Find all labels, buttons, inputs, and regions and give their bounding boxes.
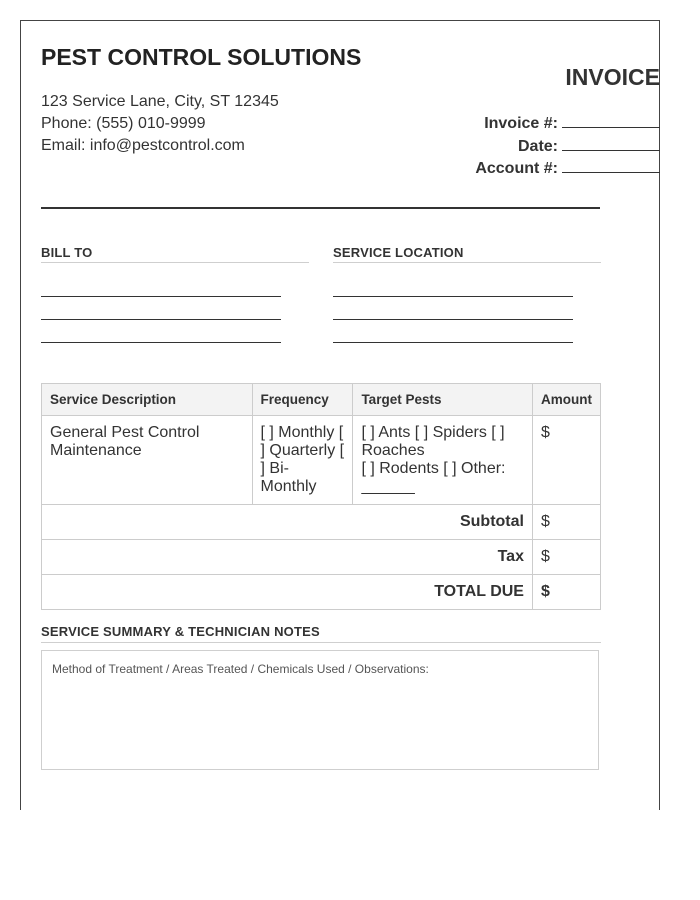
invoice-number-label: Invoice #: bbox=[484, 115, 558, 132]
target-pests-line-1: [ ] Ants [ ] Spiders [ ] Roaches bbox=[361, 424, 505, 459]
notes-heading: SERVICE SUMMARY & TECHNICIAN NOTES bbox=[41, 624, 601, 643]
bill-to-line-2[interactable] bbox=[41, 319, 281, 320]
subtotal-row bbox=[42, 505, 601, 540]
tax-value[interactable]: $ bbox=[532, 540, 600, 575]
invoice-number-field[interactable] bbox=[562, 113, 660, 128]
invoice-number-row bbox=[475, 113, 660, 136]
col-header-amount: Amount bbox=[532, 384, 600, 416]
table-header-row bbox=[42, 384, 601, 416]
bill-to-section bbox=[41, 245, 309, 343]
company-info bbox=[41, 91, 279, 157]
target-pests-line-2: [ ] Rodents [ ] Other: ______ bbox=[361, 460, 506, 495]
header-divider bbox=[41, 207, 600, 209]
account-number-row bbox=[475, 158, 660, 181]
total-due-row bbox=[42, 575, 601, 610]
bill-to-heading: BILL TO bbox=[41, 245, 309, 263]
col-header-service-description: Service Description bbox=[42, 384, 253, 416]
invoice-title: INVOICE bbox=[565, 64, 660, 90]
service-location-line-3[interactable] bbox=[333, 342, 573, 343]
service-location-heading: SERVICE LOCATION bbox=[333, 245, 601, 263]
technician-notes-box[interactable] bbox=[41, 650, 599, 770]
frequency-cell[interactable]: [ ] Monthly [ ] Quarterly [ ] Bi-Monthly bbox=[252, 416, 353, 505]
bill-to-line-3[interactable] bbox=[41, 342, 281, 343]
account-number-field[interactable] bbox=[562, 158, 660, 173]
subtotal-value[interactable]: $ bbox=[532, 505, 600, 540]
service-location-line-1[interactable] bbox=[333, 296, 573, 297]
invoice-fields bbox=[475, 113, 660, 181]
tax-row bbox=[42, 540, 601, 575]
invoice-date-row bbox=[475, 136, 660, 159]
total-due-value[interactable]: $ bbox=[532, 575, 600, 610]
company-email: Email: info@pestcontrol.com bbox=[41, 137, 245, 154]
service-location-section bbox=[333, 245, 601, 343]
company-phone: Phone: (555) 010-9999 bbox=[41, 115, 206, 132]
service-location-line-2[interactable] bbox=[333, 319, 573, 320]
invoice-date-label: Date: bbox=[517, 137, 558, 155]
tax-label: Tax bbox=[42, 540, 533, 575]
account-number-label: Account #: bbox=[475, 160, 558, 177]
target-pests-cell[interactable] bbox=[353, 416, 533, 505]
notes-placeholder: Method of Treatment / Areas Treated / Chemicals Used / Observations: bbox=[52, 662, 429, 676]
bill-to-line-1[interactable] bbox=[41, 296, 281, 297]
col-header-target-pests: Target Pests bbox=[353, 384, 533, 416]
subtotal-label: Subtotal bbox=[42, 505, 533, 540]
services-table bbox=[41, 383, 601, 610]
company-name: PEST CONTROL SOLUTIONS bbox=[41, 44, 362, 70]
amount-cell[interactable]: $ bbox=[532, 416, 600, 505]
col-header-frequency: Frequency bbox=[252, 384, 353, 416]
company-address: 123 Service Lane, City, ST 12345 bbox=[41, 93, 279, 110]
invoice-date-field[interactable] bbox=[562, 136, 660, 151]
total-due-label: TOTAL DUE bbox=[42, 575, 533, 610]
service-description-cell: General Pest Control Maintenance bbox=[42, 416, 253, 505]
table-row bbox=[42, 416, 601, 505]
